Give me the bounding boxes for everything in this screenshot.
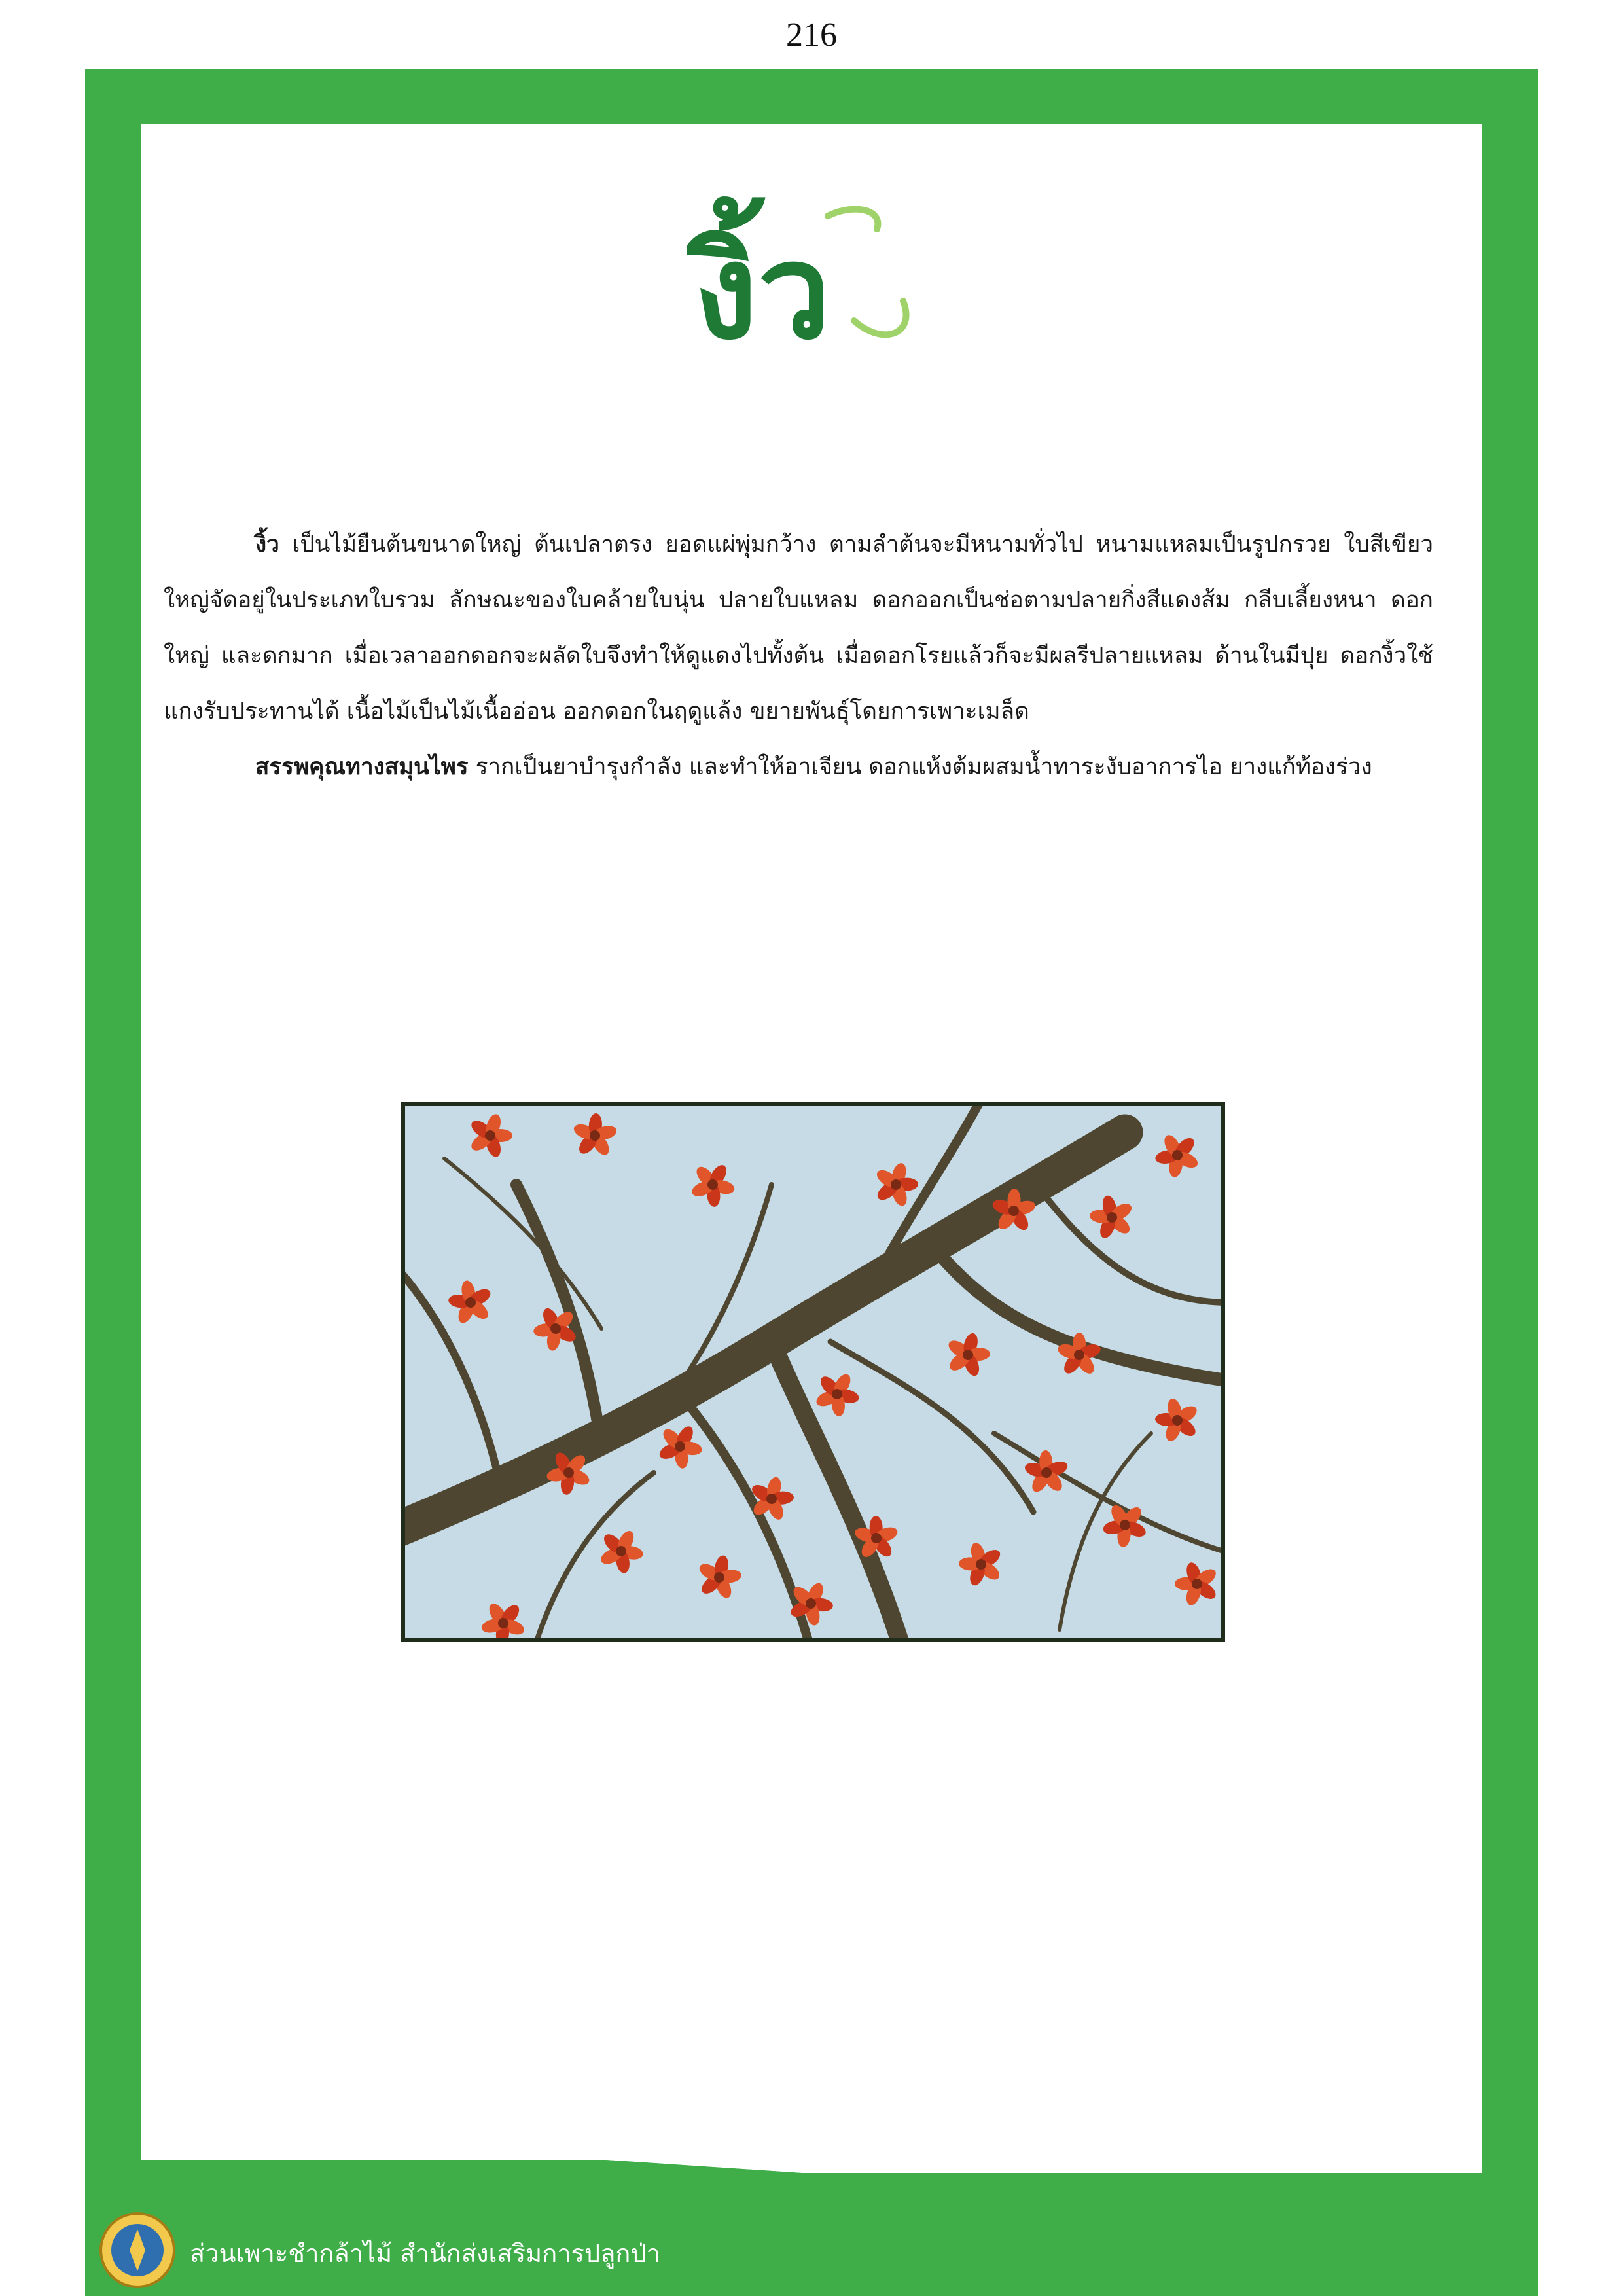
tree-photo	[401, 1102, 1225, 1642]
properties-paragraph	[164, 740, 1433, 795]
properties-body: รากเป็นยาบำรุงกำลัง และทำให้อาเจียน ดอกแห้งต้มผสมน้ำทาระงับอาการไอ ยางแก้ท้องร่วง	[468, 754, 1372, 780]
description-lead: งิ้ว	[255, 531, 279, 558]
department-emblem-icon	[98, 2211, 177, 2289]
properties-lead: สรรพคุณทางสมุนไพร	[255, 754, 469, 780]
title-logo	[687, 190, 929, 373]
description-text	[164, 517, 1433, 795]
footer-band	[85, 2160, 1538, 2296]
footer-text: ส่วนเพาะชำกล้าไม้ สำนักส่งเสริมการปลูกป่า	[190, 2239, 660, 2268]
description-paragraph	[164, 517, 1433, 740]
title-text: งิ้ว	[694, 215, 831, 368]
description-body: เป็นไม้ยืนต้นขนาดใหญ่ ต้นเปลาตรง ยอดแผ่พุ่มกว้าง ตามลำต้นจะมีหนามทั่วไป หนามแหลมเป็นรูปกรวย ใบสีเขียวใหญ่จัดอยู่ในประเภทใบรวม ลักษณะของใบคล้ายใบนุ่น ปลายใบแหลม ดอกออกเป็นช่อตามปลายกิ่งสีแดงส้ม กลีบเลี้ยงหนา ดอกใหญ่ และดกมาก เมื่อเวลาออกดอกจะผลัดใบจึงทำให้ดูแดงไปทั้งต้น เมื่อดอกโรยแล้วก็จะมีผลรีปลายแหลม ด้านในมีปุย ดอกงิ้วใช้แกงรับประทานได้ เนื้อไม้เป็นไม้เนื้ออ่อน ออกดอกในฤดูแล้ง ขยายพันธุ์โดยการเพาะเมล็ด	[164, 531, 1433, 725]
page-number: 216	[786, 16, 837, 54]
title-swash-icon	[828, 209, 906, 335]
